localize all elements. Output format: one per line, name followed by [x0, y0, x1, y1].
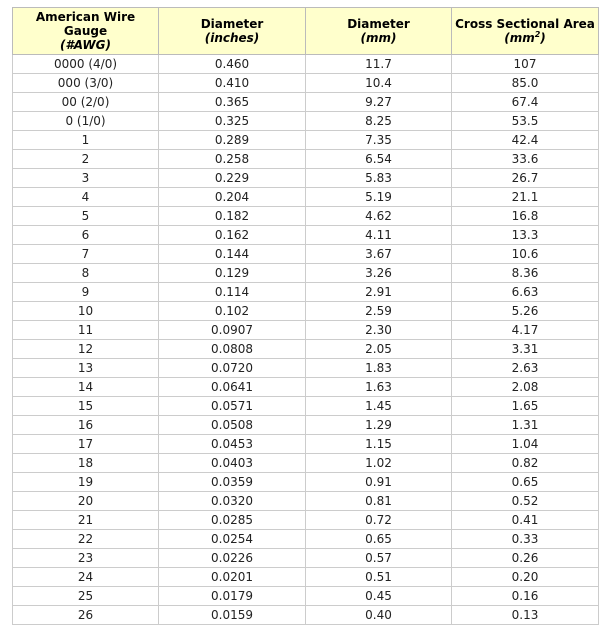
table-row — [13, 321, 599, 340]
header-area-unit-suffix: ) — [540, 31, 546, 45]
diameter-mm-cell: 4.11 — [306, 226, 452, 245]
diameter-inches-cell: 0.114 — [159, 283, 306, 302]
area-cell: 0.26 — [452, 549, 599, 568]
table-row — [13, 226, 599, 245]
awg-cell: 18 — [13, 454, 159, 473]
awg-cell: 8 — [13, 264, 159, 283]
diameter-mm-cell: 5.83 — [306, 169, 452, 188]
awg-cell: 00 (2/0) — [13, 93, 159, 112]
diameter-mm-cell: 1.29 — [306, 416, 452, 435]
diameter-inches-cell: 0.289 — [159, 131, 306, 150]
diameter-mm-cell: 3.26 — [306, 264, 452, 283]
diameter-inches-cell: 0.365 — [159, 93, 306, 112]
area-cell: 0.33 — [452, 530, 599, 549]
table-row — [13, 454, 599, 473]
header-cross-sectional-area — [452, 8, 599, 55]
table-row — [13, 112, 599, 131]
table-body — [13, 55, 599, 625]
awg-cell: 11 — [13, 321, 159, 340]
area-cell: 21.1 — [452, 188, 599, 207]
awg-table-container — [12, 7, 598, 625]
table-row — [13, 530, 599, 549]
diameter-inches-cell: 0.144 — [159, 245, 306, 264]
awg-cell: 16 — [13, 416, 159, 435]
diameter-mm-cell: 2.59 — [306, 302, 452, 321]
table-row — [13, 131, 599, 150]
area-cell: 2.63 — [452, 359, 599, 378]
table-row — [13, 416, 599, 435]
area-cell: 85.0 — [452, 74, 599, 93]
diameter-inches-cell: 0.182 — [159, 207, 306, 226]
area-cell: 107 — [452, 55, 599, 74]
awg-cell: 3 — [13, 169, 159, 188]
table-row — [13, 340, 599, 359]
awg-cell: 6 — [13, 226, 159, 245]
diameter-mm-cell: 0.91 — [306, 473, 452, 492]
diameter-inches-cell: 0.0359 — [159, 473, 306, 492]
diameter-mm-cell: 0.72 — [306, 511, 452, 530]
diameter-inches-cell: 0.0226 — [159, 549, 306, 568]
diameter-mm-cell: 10.4 — [306, 74, 452, 93]
header-diameter-mm-unit: (mm) — [360, 31, 397, 45]
table-row — [13, 169, 599, 188]
table-row — [13, 511, 599, 530]
area-cell: 42.4 — [452, 131, 599, 150]
area-cell: 3.31 — [452, 340, 599, 359]
header-diameter-inches — [159, 8, 306, 55]
header-diameter-mm-title: Diameter — [347, 17, 410, 31]
header-awg-title: American Wire Gauge — [35, 10, 136, 38]
diameter-inches-cell: 0.460 — [159, 55, 306, 74]
area-cell: 0.82 — [452, 454, 599, 473]
header-area-unit — [454, 31, 596, 45]
table-row — [13, 245, 599, 264]
diameter-inches-cell: 0.0907 — [159, 321, 306, 340]
header-diameter-inches-unit: (inches) — [204, 31, 260, 45]
awg-cell: 20 — [13, 492, 159, 511]
diameter-mm-cell: 0.57 — [306, 549, 452, 568]
awg-table — [12, 7, 599, 625]
header-area-unit-sup: 2 — [534, 30, 541, 39]
diameter-inches-cell: 0.0571 — [159, 397, 306, 416]
awg-cell: 23 — [13, 549, 159, 568]
table-header — [13, 8, 599, 55]
diameter-inches-cell: 0.0508 — [159, 416, 306, 435]
table-row — [13, 55, 599, 74]
header-area-title: Cross Sectional Area — [455, 17, 595, 31]
awg-cell: 19 — [13, 473, 159, 492]
area-cell: 5.26 — [452, 302, 599, 321]
diameter-mm-cell: 2.91 — [306, 283, 452, 302]
area-cell: 8.36 — [452, 264, 599, 283]
awg-cell: 24 — [13, 568, 159, 587]
diameter-mm-cell: 1.45 — [306, 397, 452, 416]
diameter-inches-cell: 0.0320 — [159, 492, 306, 511]
diameter-inches-cell: 0.129 — [159, 264, 306, 283]
diameter-mm-cell: 1.63 — [306, 378, 452, 397]
table-row — [13, 397, 599, 416]
awg-cell: 7 — [13, 245, 159, 264]
awg-cell: 0000 (4/0) — [13, 55, 159, 74]
diameter-inches-cell: 0.0285 — [159, 511, 306, 530]
diameter-inches-cell: 0.0179 — [159, 587, 306, 606]
table-row — [13, 93, 599, 112]
area-cell: 1.31 — [452, 416, 599, 435]
header-diameter-mm — [306, 8, 452, 55]
diameter-mm-cell: 0.40 — [306, 606, 452, 625]
awg-cell: 4 — [13, 188, 159, 207]
table-row — [13, 606, 599, 625]
area-cell: 10.6 — [452, 245, 599, 264]
awg-cell: 000 (3/0) — [13, 74, 159, 93]
diameter-mm-cell: 3.67 — [306, 245, 452, 264]
diameter-mm-cell: 8.25 — [306, 112, 452, 131]
awg-cell: 1 — [13, 131, 159, 150]
diameter-inches-cell: 0.0720 — [159, 359, 306, 378]
diameter-inches-cell: 0.0641 — [159, 378, 306, 397]
diameter-mm-cell: 0.51 — [306, 568, 452, 587]
area-cell: 16.8 — [452, 207, 599, 226]
awg-cell: 26 — [13, 606, 159, 625]
diameter-inches-cell: 0.162 — [159, 226, 306, 245]
diameter-mm-cell: 0.65 — [306, 530, 452, 549]
diameter-mm-cell: 4.62 — [306, 207, 452, 226]
diameter-inches-cell: 0.0808 — [159, 340, 306, 359]
diameter-inches-cell: 0.0254 — [159, 530, 306, 549]
table-row — [13, 264, 599, 283]
area-cell: 6.63 — [452, 283, 599, 302]
table-row — [13, 302, 599, 321]
table-row — [13, 568, 599, 587]
awg-cell: 12 — [13, 340, 159, 359]
diameter-inches-cell: 0.0159 — [159, 606, 306, 625]
area-cell: 13.3 — [452, 226, 599, 245]
area-cell: 26.7 — [452, 169, 599, 188]
diameter-inches-cell: 0.258 — [159, 150, 306, 169]
diameter-mm-cell: 0.45 — [306, 587, 452, 606]
diameter-inches-cell: 0.102 — [159, 302, 306, 321]
diameter-mm-cell: 0.81 — [306, 492, 452, 511]
header-area-unit-prefix: (mm — [504, 31, 535, 45]
diameter-mm-cell: 9.27 — [306, 93, 452, 112]
area-cell: 0.20 — [452, 568, 599, 587]
area-cell: 53.5 — [452, 112, 599, 131]
area-cell: 0.52 — [452, 492, 599, 511]
diameter-mm-cell: 2.30 — [306, 321, 452, 340]
area-cell: 67.4 — [452, 93, 599, 112]
table-row — [13, 207, 599, 226]
table-row — [13, 473, 599, 492]
awg-cell: 21 — [13, 511, 159, 530]
area-cell: 0.16 — [452, 587, 599, 606]
area-cell: 4.17 — [452, 321, 599, 340]
awg-cell: 15 — [13, 397, 159, 416]
diameter-mm-cell: 7.35 — [306, 131, 452, 150]
header-row — [13, 8, 599, 55]
header-awg-unit: (#AWG) — [59, 38, 112, 52]
area-cell: 2.08 — [452, 378, 599, 397]
table-row — [13, 283, 599, 302]
diameter-inches-cell: 0.410 — [159, 74, 306, 93]
table-row — [13, 150, 599, 169]
diameter-mm-cell: 11.7 — [306, 55, 452, 74]
table-row — [13, 587, 599, 606]
table-row — [13, 74, 599, 93]
awg-cell: 10 — [13, 302, 159, 321]
awg-cell: 14 — [13, 378, 159, 397]
table-row — [13, 359, 599, 378]
awg-cell: 22 — [13, 530, 159, 549]
awg-cell: 0 (1/0) — [13, 112, 159, 131]
area-cell: 0.13 — [452, 606, 599, 625]
table-row — [13, 549, 599, 568]
table-row — [13, 435, 599, 454]
diameter-mm-cell: 1.83 — [306, 359, 452, 378]
diameter-inches-cell: 0.325 — [159, 112, 306, 131]
diameter-mm-cell: 5.19 — [306, 188, 452, 207]
diameter-mm-cell: 1.15 — [306, 435, 452, 454]
table-row — [13, 188, 599, 207]
table-row — [13, 492, 599, 511]
area-cell: 1.04 — [452, 435, 599, 454]
diameter-mm-cell: 6.54 — [306, 150, 452, 169]
area-cell: 0.65 — [452, 473, 599, 492]
area-cell: 0.41 — [452, 511, 599, 530]
diameter-inches-cell: 0.0201 — [159, 568, 306, 587]
diameter-inches-cell: 0.0403 — [159, 454, 306, 473]
diameter-mm-cell: 2.05 — [306, 340, 452, 359]
area-cell: 1.65 — [452, 397, 599, 416]
awg-cell: 17 — [13, 435, 159, 454]
diameter-mm-cell: 1.02 — [306, 454, 452, 473]
header-awg — [13, 8, 159, 55]
diameter-inches-cell: 0.204 — [159, 188, 306, 207]
area-cell: 33.6 — [452, 150, 599, 169]
table-row — [13, 378, 599, 397]
diameter-inches-cell: 0.0453 — [159, 435, 306, 454]
header-diameter-inches-title: Diameter — [200, 17, 264, 31]
awg-cell: 9 — [13, 283, 159, 302]
awg-cell: 2 — [13, 150, 159, 169]
diameter-inches-cell: 0.229 — [159, 169, 306, 188]
awg-cell: 13 — [13, 359, 159, 378]
awg-cell: 5 — [13, 207, 159, 226]
awg-cell: 25 — [13, 587, 159, 606]
